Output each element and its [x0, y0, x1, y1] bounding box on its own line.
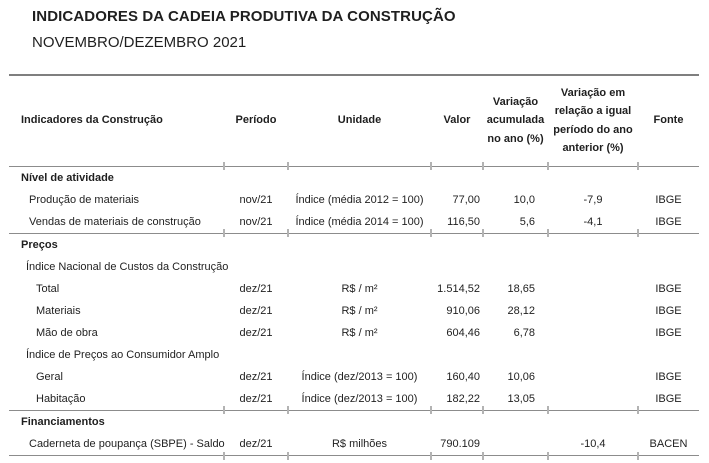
cell-ytd: 5,6 [519, 215, 535, 228]
page-title: INDICADORES DA CADEIA PRODUTIVA DA CONSTRUÇÃO [32, 8, 456, 25]
table-row-section [9, 233, 699, 256]
cell-source: IBGE [655, 370, 682, 383]
cell-yoy [548, 366, 638, 388]
cell-yoy: -10,4 [548, 433, 638, 456]
table-header [9, 75, 699, 167]
cell-value: 160,40 [446, 370, 480, 383]
cell-source: IBGE [655, 392, 682, 405]
cell-unit [288, 166, 431, 189]
table-row-item [9, 189, 699, 211]
cell-ytd: 18,65 [507, 282, 535, 295]
cell-period: nov/21 [239, 193, 273, 206]
table-row-item [9, 433, 699, 456]
cell-period [224, 344, 288, 366]
cell-unit [288, 233, 431, 256]
table-row-item [9, 322, 699, 344]
cell-ytd [483, 410, 548, 433]
table-row-item [9, 211, 699, 234]
cell-indicator: Habitação [36, 392, 86, 405]
cell-source: IBGE [655, 215, 682, 228]
cell-ytd [483, 433, 548, 456]
column-header-unit: Unidade [288, 75, 431, 167]
table-row-subsection [9, 256, 699, 278]
cell-source [638, 256, 699, 278]
cell-period: dez/21 [239, 370, 273, 383]
cell-source: IBGE [655, 193, 682, 206]
header-row [9, 75, 699, 167]
cell-unit: Índice (dez/2013 = 100) [301, 392, 418, 405]
cell-unit [288, 410, 431, 433]
cell-unit: R$ / m² [341, 304, 378, 317]
cell-yoy: -7,9 [583, 193, 603, 206]
table-row-item [9, 366, 699, 388]
cell-value [431, 233, 483, 256]
cell-unit: R$ / m² [341, 326, 378, 339]
table-row-subsection [9, 344, 699, 366]
cell-indicator: Preços [9, 233, 224, 256]
column-header-ytd: Variação acumulada no ano (%) [483, 75, 548, 167]
cell-ytd: 10,0 [513, 193, 535, 206]
column-header-source: Fonte [638, 75, 699, 167]
table-row-item [9, 278, 699, 300]
cell-source: IBGE [655, 304, 682, 317]
table-row-section [9, 166, 699, 189]
cell-ytd [483, 344, 548, 366]
cell-source: IBGE [655, 326, 682, 339]
cell-period [224, 410, 288, 433]
cell-ytd: 10,06 [507, 370, 535, 383]
cell-value: 1.514,52 [437, 282, 480, 295]
cell-indicator: Produção de materiais [29, 193, 140, 206]
cell-value: 182,22 [446, 392, 480, 405]
page-subtitle: NOVEMBRO/DEZEMBRO 2021 [32, 33, 247, 51]
cell-period [224, 166, 288, 189]
column-header-period: Período [224, 75, 288, 167]
cell-ytd [483, 233, 548, 256]
cell-indicator: Geral [36, 370, 63, 383]
column-header-yoy: Variação em relação a igual período do ano anterior (%) [548, 75, 638, 167]
cell-value: 77,00 [452, 193, 480, 206]
cell-source [638, 410, 699, 433]
cell-yoy [548, 256, 638, 278]
cell-value: 604,46 [446, 326, 480, 339]
cell-value: 790.109 [431, 433, 483, 456]
cell-source: BACEN [638, 433, 699, 456]
cell-unit: Índice (dez/2013 = 100) [301, 370, 418, 383]
cell-value: 116,50 [447, 215, 480, 228]
cell-yoy [548, 388, 638, 411]
cell-value [431, 410, 483, 433]
cell-yoy [548, 322, 638, 344]
table-row-item [9, 388, 699, 411]
cell-value [431, 166, 483, 189]
cell-value: 910,06 [446, 304, 480, 317]
cell-ytd: 13,05 [507, 392, 535, 405]
cell-indicator: Índice Nacional de Custos da Construção [26, 260, 229, 273]
cell-yoy [548, 166, 638, 189]
cell-yoy [548, 410, 638, 433]
cell-yoy: -4,1 [583, 215, 603, 228]
cell-yoy [548, 300, 638, 322]
cell-ytd [483, 256, 548, 278]
cell-period [224, 233, 288, 256]
cell-value [431, 344, 483, 366]
cell-period [224, 256, 288, 278]
cell-unit [288, 256, 431, 278]
cell-ytd [483, 166, 548, 189]
table-row-item [9, 300, 699, 322]
cell-period: dez/21 [239, 326, 273, 339]
cell-yoy [548, 344, 638, 366]
cell-indicator: Financiamentos [9, 410, 224, 433]
cell-source [638, 166, 699, 189]
indicators-table [9, 74, 699, 456]
cell-yoy [548, 233, 638, 256]
cell-indicator: Materiais [36, 304, 81, 317]
cell-indicator: Caderneta de poupança (SBPE) - Saldo [9, 433, 224, 456]
cell-source [638, 233, 699, 256]
cell-unit: Índice (média 2012 = 100) [295, 193, 424, 206]
table-body [9, 166, 699, 455]
cell-unit [288, 344, 431, 366]
column-header-value: Valor [431, 75, 483, 167]
cell-period: dez/21 [224, 433, 288, 456]
cell-indicator: Mão de obra [36, 326, 98, 339]
cell-yoy [548, 278, 638, 300]
cell-period: dez/21 [239, 392, 273, 405]
cell-period: nov/21 [239, 215, 273, 228]
cell-source [638, 344, 699, 366]
cell-indicator: Índice de Preços ao Consumidor Amplo [26, 348, 220, 361]
cell-indicator: Nível de atividade [9, 166, 224, 189]
cell-indicator: Total [36, 282, 60, 295]
cell-unit: R$ milhões [288, 433, 431, 456]
cell-unit: R$ / m² [341, 282, 378, 295]
cell-period: dez/21 [239, 304, 273, 317]
cell-period: dez/21 [239, 282, 273, 295]
cell-unit: Índice (média 2014 = 100) [295, 215, 424, 228]
column-header-indicator: Indicadores da Construção [9, 75, 224, 167]
table-row-section [9, 410, 699, 433]
cell-ytd: 6,78 [513, 326, 535, 339]
title-block [32, 8, 709, 53]
cell-source: IBGE [655, 282, 682, 295]
cell-indicator: Vendas de materiais de construção [29, 215, 201, 228]
cell-value [431, 256, 483, 278]
cell-ytd: 28,12 [507, 304, 535, 317]
